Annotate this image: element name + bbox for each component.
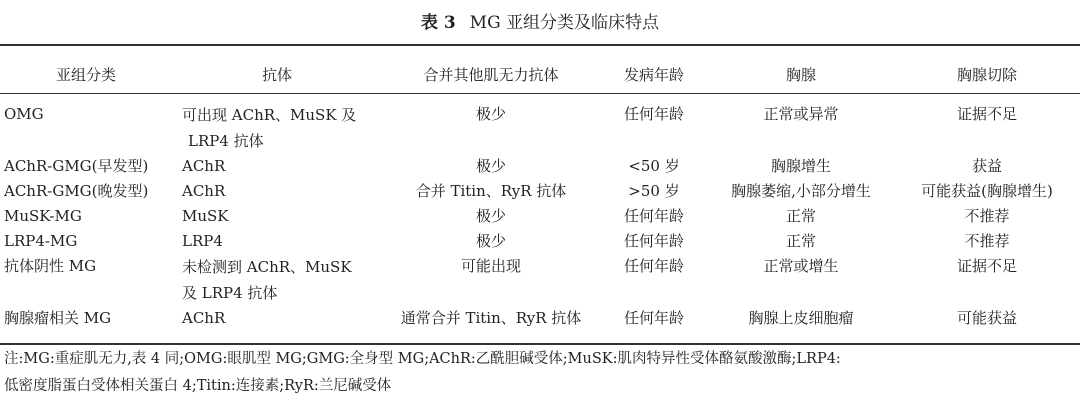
table-title: MG 亚组分类及临床特点 bbox=[469, 13, 660, 33]
thymectomy-cell: 证据不足 bbox=[956, 257, 1017, 275]
antibody-cell: AChR bbox=[182, 182, 226, 200]
thymectomy-cell: 不推荐 bbox=[964, 207, 1010, 225]
table-header-row bbox=[0, 52, 1080, 98]
thymectomy-cell: 证据不足 bbox=[956, 105, 1017, 123]
subgroup-cell: AChR-GMG(晚发型) bbox=[4, 182, 149, 200]
thymus-cell: 胸腺萎缩,小部分增生 bbox=[731, 182, 871, 200]
table-row bbox=[0, 179, 1080, 204]
thymus-cell: 正常或异常 bbox=[763, 105, 839, 123]
thymus-cell: 正常或增生 bbox=[763, 257, 839, 275]
other-antibody-cell: 合并 Titin、RyR 抗体 bbox=[415, 182, 567, 200]
subgroup-cell: AChR-GMG(早发型) bbox=[4, 157, 149, 175]
antibody-cell: AChR bbox=[182, 309, 226, 327]
onset-age-cell: 任何年龄 bbox=[623, 309, 684, 327]
antibody-line: 及 LRP4 抗体 bbox=[182, 284, 278, 302]
table-row bbox=[0, 254, 1080, 306]
table-number: 表 3 bbox=[420, 13, 456, 33]
subgroup-table bbox=[0, 52, 1080, 331]
antibody-line: 可出现 AChR、MuSK 及 bbox=[182, 106, 357, 124]
thymus-cell: 正常 bbox=[785, 207, 816, 225]
thymectomy-cell: 获益 bbox=[971, 157, 1002, 175]
footnote-line: 低密度脂蛋白受体相关蛋白 4;Titin:连接素;RyR:兰尼碱受体 bbox=[4, 378, 392, 394]
thymus-cell: 正常 bbox=[785, 232, 816, 250]
antibody-line: 未检测到 AChR、MuSK bbox=[182, 258, 352, 276]
column-header: 亚组分类 bbox=[55, 66, 116, 84]
onset-age-cell: 任何年龄 bbox=[623, 207, 684, 225]
subgroup-cell: 胸腺瘤相关 MG bbox=[4, 309, 112, 327]
subgroup-cell: OMG bbox=[4, 105, 44, 123]
antibody-cell: LRP4 bbox=[182, 232, 223, 250]
footnote-line: 注:MG:重症肌无力,表 4 同;OMG:眼肌型 MG;GMG:全身型 MG;AChR:乙酰胆碱受体;MuSK:肌肉特异性受体酪氨酸激酶;LRP4: bbox=[4, 351, 841, 367]
onset-age-cell: 任何年龄 bbox=[623, 257, 684, 275]
onset-age-cell: >50 岁 bbox=[628, 182, 680, 200]
antibody-cell bbox=[172, 98, 382, 154]
table-row bbox=[0, 154, 1080, 179]
other-antibody-cell: 极少 bbox=[475, 157, 506, 175]
table-footnote bbox=[0, 346, 1080, 400]
column-header: 抗体 bbox=[261, 66, 292, 84]
antibody-line: LRP4 抗体 bbox=[188, 132, 264, 150]
thymectomy-cell: 不推荐 bbox=[964, 232, 1010, 250]
column-header: 发病年龄 bbox=[623, 66, 684, 84]
subgroup-cell: 抗体阴性 MG bbox=[4, 257, 97, 275]
column-header: 胸腺切除 bbox=[956, 66, 1017, 84]
column-header: 合并其他肌无力抗体 bbox=[423, 66, 559, 84]
subgroup-cell: LRP4-MG bbox=[4, 232, 78, 250]
column-header: 胸腺 bbox=[785, 66, 816, 84]
subgroup-cell: MuSK-MG bbox=[4, 207, 82, 225]
other-antibody-cell: 可能出现 bbox=[460, 257, 521, 275]
other-antibody-cell: 通常合并 Titin、RyR 抗体 bbox=[400, 309, 582, 327]
antibody-cell: MuSK bbox=[182, 207, 229, 225]
onset-age-cell: 任何年龄 bbox=[623, 105, 684, 123]
onset-age-cell: 任何年龄 bbox=[623, 232, 684, 250]
thymectomy-cell: 可能获益(胸腺增生) bbox=[921, 182, 1053, 200]
other-antibody-cell: 极少 bbox=[475, 232, 506, 250]
antibody-cell bbox=[172, 254, 382, 306]
thymectomy-cell: 可能获益 bbox=[956, 309, 1017, 327]
other-antibody-cell: 极少 bbox=[475, 207, 506, 225]
onset-age-cell: <50 岁 bbox=[628, 157, 680, 175]
thymus-cell: 胸腺上皮细胞瘤 bbox=[748, 309, 854, 327]
table-row bbox=[0, 204, 1080, 229]
table-row bbox=[0, 229, 1080, 254]
table-row bbox=[0, 306, 1080, 331]
top-rule bbox=[0, 44, 1080, 46]
bottom-rule bbox=[0, 343, 1080, 345]
table-row bbox=[0, 98, 1080, 154]
thymus-cell: 胸腺增生 bbox=[770, 157, 831, 175]
other-antibody-cell: 极少 bbox=[475, 105, 506, 123]
table-caption bbox=[0, 8, 1080, 33]
antibody-cell: AChR bbox=[182, 157, 226, 175]
